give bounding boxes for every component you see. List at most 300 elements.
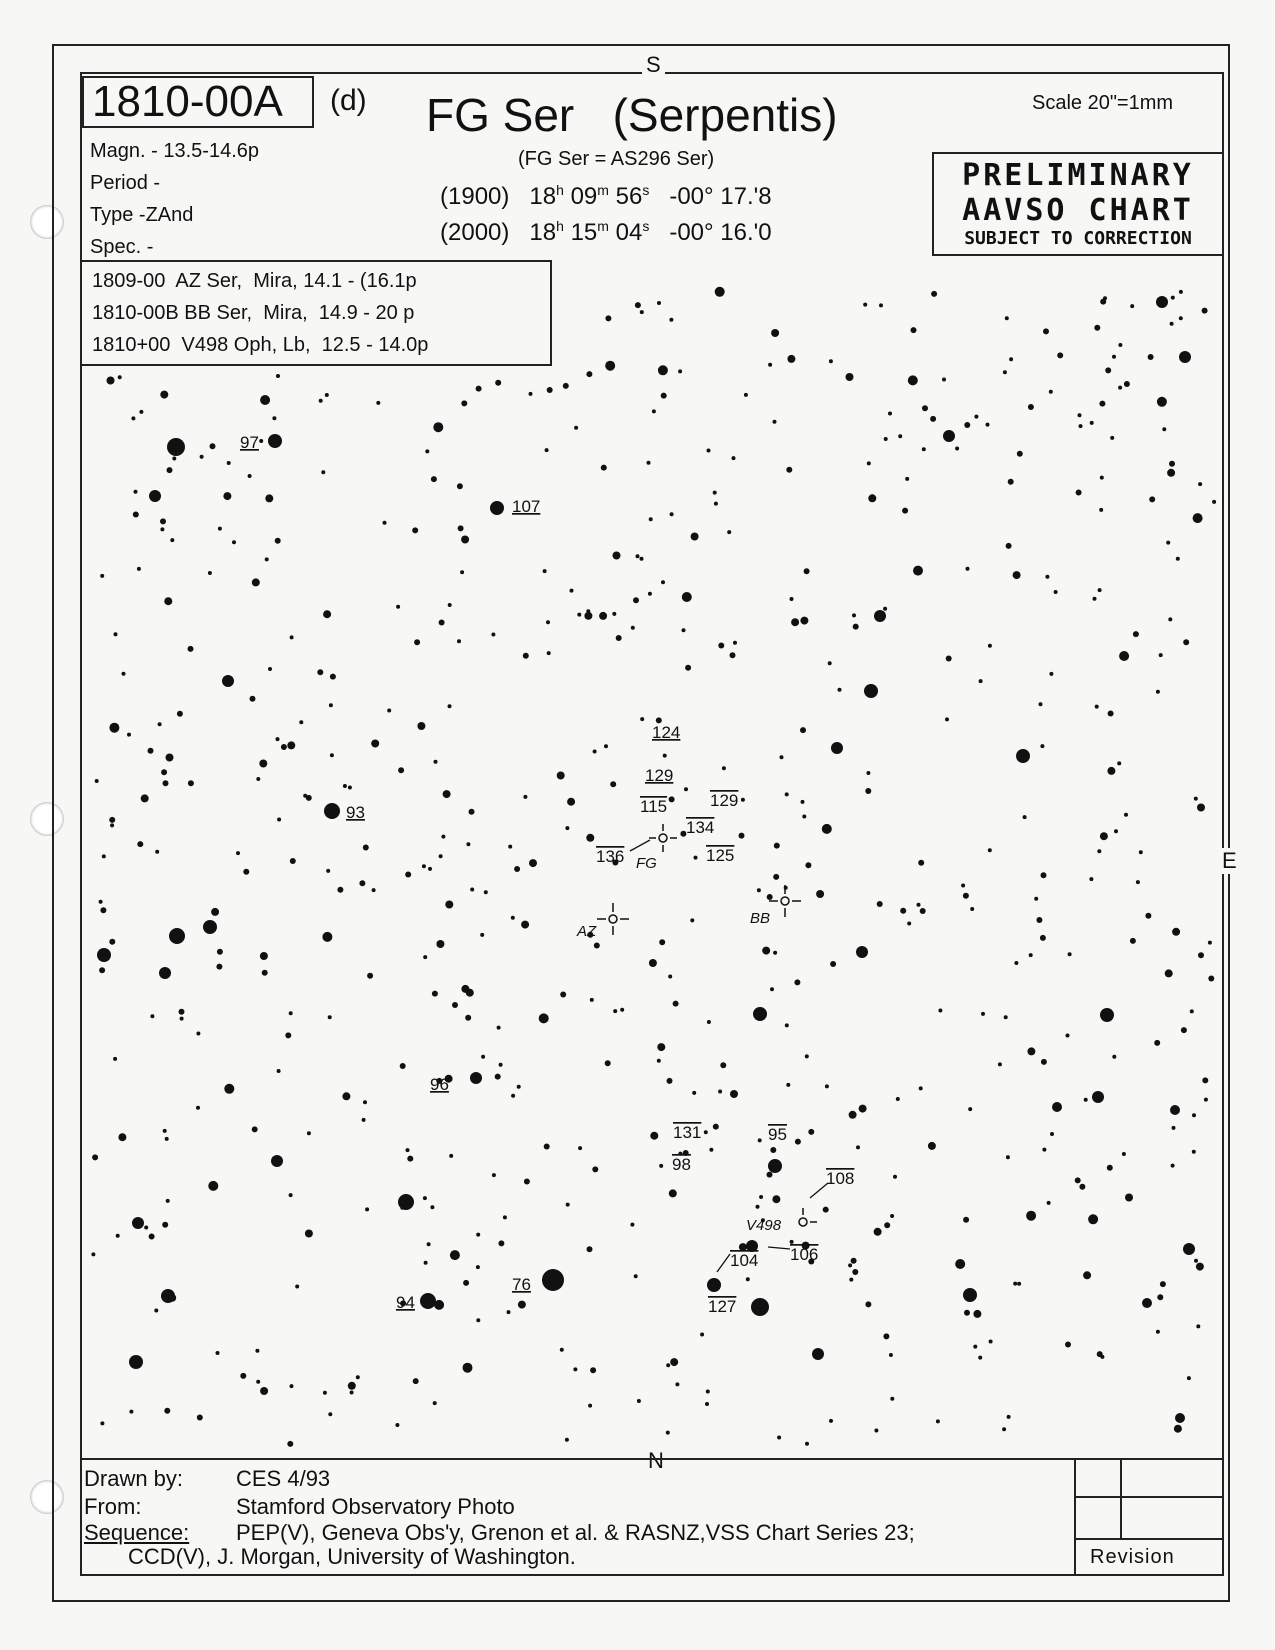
star [874,610,886,622]
star [542,1269,564,1291]
from-label: From: [84,1494,142,1519]
star [398,767,404,773]
star [907,922,911,926]
star [715,287,725,297]
star [99,900,103,904]
star [900,908,906,914]
companion-bb-ser: 1810-00B BB Ser, Mira, 14.9 - 20 p [92,302,415,324]
star [981,1012,985,1016]
star [109,817,115,823]
star [343,784,347,788]
star [889,1353,893,1357]
star [1023,815,1027,819]
sup-m: m [597,182,609,198]
label-115: 115 [640,797,668,816]
star [805,1054,809,1058]
star [423,955,427,959]
star [905,477,909,481]
star [461,400,467,406]
star [634,1274,638,1278]
ra-1900-h: 18 [529,183,557,210]
star [100,574,104,578]
star [154,1309,158,1313]
epoch-2000: (2000) [440,219,510,246]
star [1006,1155,1010,1159]
star [963,1217,969,1223]
star [863,303,867,307]
star [137,841,143,847]
star [387,709,391,713]
star [970,907,974,911]
star [285,1032,291,1038]
star [1136,880,1140,884]
label-129b: 129 [710,791,739,810]
star [838,688,842,692]
star [690,918,694,922]
star [99,967,105,973]
star [633,597,639,603]
star [794,979,800,985]
star [768,1159,782,1173]
star [612,612,616,616]
star [203,920,217,934]
star [565,1438,569,1442]
star [133,512,139,518]
star [400,1063,406,1069]
star [658,365,668,375]
star [636,554,640,558]
star [896,1097,900,1101]
sup-h: h [556,218,564,234]
star [463,1280,469,1286]
star [165,1137,169,1141]
star [109,723,119,733]
star [700,1333,704,1337]
companion-v498-oph: 1810+00 V498 Oph, Lb, 12.5 - 14.0p [92,334,429,356]
star [647,461,651,465]
star [989,1340,993,1344]
star [275,538,281,544]
star [498,1240,504,1246]
star [277,1069,281,1073]
star [1175,1413,1185,1423]
star [1196,1263,1204,1271]
star [243,869,249,875]
star [431,476,437,482]
sup-h: h [556,182,564,198]
star [160,391,168,399]
dec-1900: -00° 17.'8 [669,183,772,210]
star [524,1179,530,1185]
star [1187,1376,1191,1380]
star [714,502,718,506]
star [942,378,946,382]
star [1076,490,1082,496]
star [383,521,387,525]
star [1159,653,1163,657]
star [1009,357,1013,361]
star [1170,322,1174,326]
label-96: 96 [430,1075,449,1094]
star [160,518,166,524]
star [692,1091,696,1095]
star [131,416,135,420]
star [938,1009,942,1013]
star [1170,1105,1180,1115]
star [307,1131,311,1135]
magnitude-labels [240,433,854,1316]
star [1198,952,1204,958]
star [1194,1259,1198,1263]
star [974,415,978,419]
designation: (FG Ser = AS296 Ser) [518,148,715,170]
star [1078,413,1082,417]
star [1174,1425,1182,1433]
star [250,696,256,702]
star [400,1206,404,1210]
star [523,795,527,799]
sup-s: s [642,182,650,198]
star [476,1233,480,1237]
label-124: 124 [652,723,681,742]
star [1057,352,1063,358]
star [162,1222,168,1228]
star [590,1367,596,1373]
star [109,939,115,945]
star [767,1172,773,1178]
star [685,665,691,671]
star [1118,343,1122,347]
star [323,1391,327,1395]
star [521,921,529,929]
star [97,948,111,962]
star [1130,938,1136,944]
star [592,1166,598,1172]
star [1003,370,1007,374]
star [774,843,780,849]
star [1094,325,1100,331]
star [829,359,833,363]
star [299,720,303,724]
star [667,1078,673,1084]
star [853,624,859,630]
star [650,1132,658,1140]
star [1100,832,1108,840]
star [113,1057,117,1061]
star [661,580,665,584]
star [902,508,908,514]
star [172,457,176,461]
star [405,872,411,878]
star [466,989,474,997]
star [753,1007,767,1021]
star [180,1017,184,1021]
label-129a: 129 [645,766,674,785]
star [780,755,784,759]
star [1179,351,1191,363]
star [1017,451,1023,457]
star [675,1382,679,1386]
star [1169,461,1175,467]
label-94: 94 [396,1293,415,1312]
star [363,1100,367,1104]
star [1006,543,1012,549]
star [1098,588,1102,592]
star [1028,404,1034,410]
star [1167,469,1175,477]
v498-oph-marker [799,1218,807,1226]
star [1148,354,1154,360]
star [265,557,269,561]
star [179,1009,185,1015]
star [865,1301,871,1307]
star [252,578,260,586]
star [139,410,143,414]
star [1197,804,1205,812]
star [1041,872,1047,878]
star [1165,969,1173,977]
star [1179,290,1183,294]
star [1117,761,1121,765]
star [1045,575,1049,579]
star [830,961,836,967]
star [601,465,607,471]
star [281,744,287,750]
star [812,1348,824,1360]
star [605,1060,611,1066]
star [259,760,267,768]
star [547,651,551,655]
star [1171,296,1175,300]
star [1027,1047,1035,1055]
star [227,461,231,465]
star [116,1234,120,1238]
star [208,571,212,575]
star [931,291,937,297]
star [777,1436,781,1440]
star [222,675,234,687]
star [1050,1132,1054,1136]
star [129,1410,133,1414]
star [1179,316,1183,320]
label-97: 97 [240,433,259,452]
star [461,536,469,544]
scale-label: Scale 20"=1mm [1032,92,1174,114]
star [691,533,699,541]
star [362,1118,366,1122]
star [1124,381,1130,387]
leader-104 [717,1254,730,1272]
star [707,1278,721,1292]
star [543,569,547,573]
star [930,416,936,422]
star [620,1008,624,1012]
star [330,753,334,757]
star [964,422,970,428]
chart-id: 1810-00A [82,76,314,128]
star [1093,597,1097,601]
star [1090,421,1094,425]
star [594,943,600,949]
star [324,803,340,819]
star [988,848,992,852]
star [200,455,204,459]
star [670,1358,678,1366]
star [851,1258,857,1264]
star [707,1020,711,1024]
star [169,928,185,944]
star [100,907,106,913]
star [1192,1150,1196,1154]
star [773,420,777,424]
star [831,742,843,754]
star [739,1243,747,1251]
star [118,1133,126,1141]
star [768,363,772,367]
revision-label: Revision [1090,1546,1175,1568]
star [865,788,871,794]
star [407,1156,413,1162]
ra-2000-s: 04 [615,219,643,246]
star [1122,1152,1126,1156]
star [256,1380,260,1384]
star [913,566,923,576]
star [433,1401,437,1405]
star [849,1278,853,1282]
star [499,1063,503,1067]
star [733,641,737,645]
star [144,1226,148,1230]
star [523,653,529,659]
star [518,1301,526,1309]
star [223,492,231,500]
star [529,859,537,867]
star [773,874,779,880]
star [630,1223,634,1227]
star [979,679,983,683]
star [648,592,652,596]
star [856,946,868,958]
az-ser-marker [609,915,617,923]
star [1183,1243,1195,1255]
star [1079,1184,1085,1190]
star [1194,797,1198,801]
star [928,1142,936,1150]
star [988,644,992,648]
star [188,646,194,652]
star [348,786,352,790]
star [448,704,452,708]
south-label: S [642,52,665,78]
star [1112,355,1116,359]
star [159,967,171,979]
star [599,612,607,620]
star [756,1205,760,1209]
star [720,1062,726,1068]
star [1107,1165,1113,1171]
star [1039,702,1043,706]
star [669,318,673,322]
ra-1900-s: 56 [615,183,643,210]
star [414,639,420,645]
star [110,823,114,827]
drawn-by-label: Drawn by: [84,1466,184,1491]
star [236,851,240,855]
star [825,1084,829,1088]
star [470,888,474,892]
star [659,939,665,945]
star [946,656,952,662]
star [1099,401,1105,407]
star [707,449,711,453]
star [329,703,333,707]
east-label: E [1218,848,1241,874]
star [107,377,115,385]
star [767,894,773,900]
star [877,901,883,907]
star [1099,508,1103,512]
star [465,1015,471,1021]
star [790,1240,794,1244]
star [1034,897,1038,901]
star [790,597,794,601]
star [1125,1194,1133,1202]
star [1149,496,1155,502]
star [1014,961,1018,965]
star [669,796,675,802]
star [1157,397,1167,407]
star [604,744,608,748]
star [741,798,745,802]
star [1089,877,1093,881]
star [587,1246,593,1252]
star [762,947,770,955]
star [1202,1077,1208,1083]
star [363,845,369,851]
star [255,1349,259,1353]
star [613,1009,617,1013]
star [785,1023,789,1027]
star [890,1397,894,1401]
star [326,869,330,873]
star [295,1285,299,1289]
star [458,525,464,531]
star [722,766,726,770]
star [164,597,172,605]
star [481,1055,485,1059]
star [746,1277,750,1281]
preliminary-line3: SUBJECT TO CORRECTION [964,228,1192,249]
star [973,1310,981,1318]
companion-az-ser: 1809-00 AZ Ser, Mira, 14.1 - (16.1p [92,270,417,292]
star [800,617,808,625]
star [605,361,615,371]
star [149,490,161,502]
star [1156,296,1168,308]
label-107: 107 [512,497,541,516]
star [637,1399,641,1403]
star [423,1196,427,1200]
star [430,1205,434,1209]
star [718,643,724,649]
label-76: 76 [512,1275,531,1294]
star [216,964,222,970]
star [560,992,566,998]
star [1041,1059,1047,1065]
star [757,888,761,892]
star [452,1002,458,1008]
star [1190,1009,1194,1013]
